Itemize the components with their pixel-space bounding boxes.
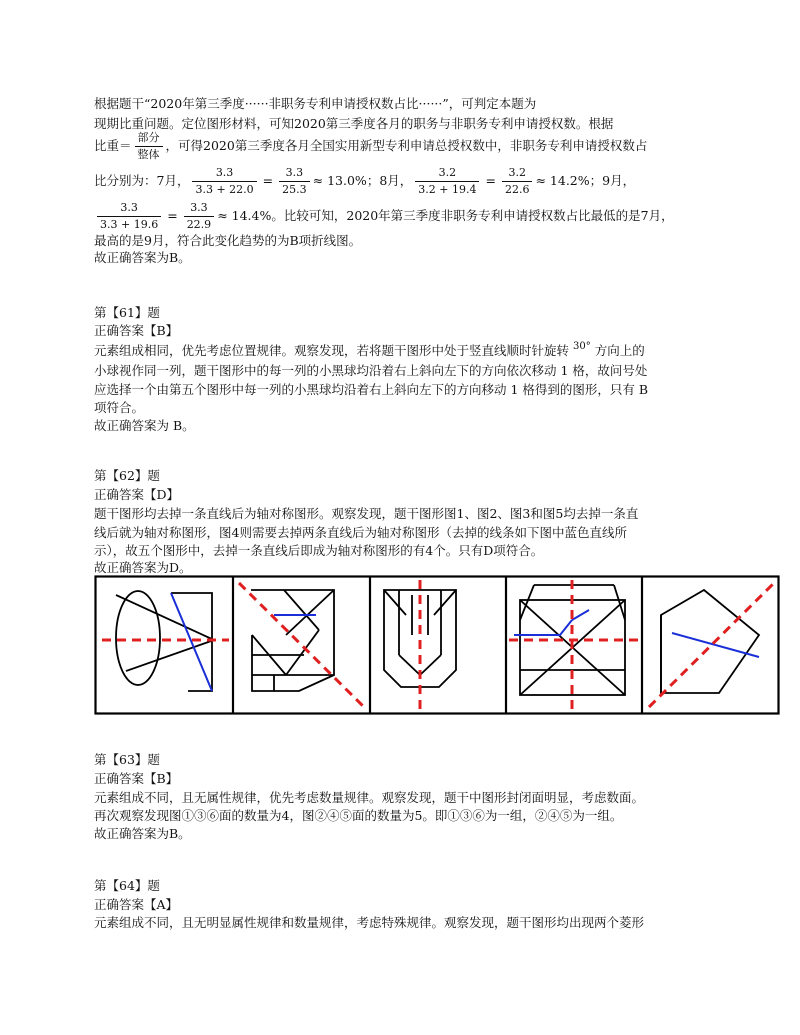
fraction <box>192 165 256 198</box>
fraction-denominator: 整体 <box>137 148 160 161</box>
q60-line-1: 根据题干“2020年第三季度······非职务专利申请授权数占比······”，可判定本题为 <box>94 96 537 111</box>
fraction-numerator: 3.2 <box>415 165 479 182</box>
figure-4 <box>509 580 639 711</box>
removed-line <box>572 610 589 620</box>
q60-line-4 <box>94 165 635 198</box>
q62-line-3: 示），故五个图形中，去掉一条直线后即成为轴对称图形的有4个。只有D项符合。 <box>94 543 544 558</box>
inner-line <box>420 655 441 675</box>
removed-line <box>672 633 759 657</box>
inner-line <box>399 655 420 675</box>
q61-line-5: 故正确答案为 B。 <box>94 418 195 433</box>
inner-line <box>434 590 456 615</box>
q60-line-5 <box>94 200 674 233</box>
approx-value: ≈ 14.2% <box>535 173 590 188</box>
fraction <box>184 200 215 233</box>
q61-line-4: 项符合。 <box>94 400 145 415</box>
fraction-denominator: 25.3 <box>282 183 307 196</box>
q64-answer: 正确答案【A】 <box>94 897 179 912</box>
symmetry-axis <box>649 583 774 707</box>
q61-line-1-tail: 方向上的 <box>594 343 645 358</box>
q63-line-3: 故正确答案为B。 <box>94 826 191 841</box>
q61-line-1-text: 元素组成相同，优先考虑位置规律。观察发现，若将题干图形中处于竖直线顺时针旋转 <box>94 343 570 358</box>
figure-5 <box>649 583 774 707</box>
fraction-numerator: 3.3 <box>279 165 310 182</box>
q62-title: 第【62】题 <box>94 468 160 483</box>
angle-value: 30° <box>573 341 591 352</box>
q63-answer: 正确答案【B】 <box>94 771 179 786</box>
fraction-numerator: 3.3 <box>192 165 256 182</box>
fraction-numerator: 部分 <box>135 130 163 147</box>
fraction <box>279 165 310 198</box>
q60-month-label: ；8月， <box>366 173 413 188</box>
fraction-numerator: 3.3 <box>97 200 161 217</box>
equals-sign: = <box>262 173 274 188</box>
fraction-denominator: 3.3 + 19.6 <box>100 218 159 231</box>
fraction-numerator: 3.3 <box>184 200 215 217</box>
approx-value: ≈ 14.4% <box>217 208 272 223</box>
fraction <box>415 165 479 198</box>
q63-line-1: 元素组成不同，且无属性规律，优先考虑数量规律。观察发现，题干中图形封闭面明显，考虑数面。 <box>94 790 645 805</box>
q61-line-2: 小球视作同一列，题干图形中的每一列的小黑球均沿着右上斜向左下的方向依次移动 1 格，故问号处 <box>94 363 648 378</box>
q62-line-4: 故正确答案为D。 <box>94 560 192 575</box>
fraction <box>97 200 161 233</box>
q61-line-1 <box>94 343 645 361</box>
q61-line-3: 应选择一个由第五个图形中每一列的小黑球均沿着右上斜向左下的方向移动 1 格得到的图形，只有 B <box>94 382 649 397</box>
q60-line-5-text: 。比较可知，2020年第三季度非职务专利申请授权数占比最低的是7月， <box>271 208 674 223</box>
q64-line-1: 元素组成不同，且无明显属性规律和数量规律，考虑特殊规律。观察发现，题干图形均出现两个菱形 <box>94 915 645 930</box>
q60-month-label: 比分别为：7月， <box>94 173 190 188</box>
q62-line-2: 线后就为轴对称图形，图4则需要去掉两条直线后为轴对称图形（去掉的线条如下图中蓝色直线所 <box>94 525 627 540</box>
fraction-denominator: 22.9 <box>186 218 212 231</box>
q64-title: 第【64】题 <box>94 878 160 893</box>
q63-line-2: 再次观察发现图①③⑥面的数量为4，图②④⑤面的数量为5。即①③⑥为一组，②④⑤为一组。 <box>94 808 623 823</box>
figure-1 <box>102 591 229 691</box>
equals-sign: = <box>167 208 178 223</box>
fraction-denominator: 22.6 <box>504 183 530 196</box>
q60-line-2: 现期比重问题。定位图形材料，可知2020第三季度各月的职务与非职务专利申请授权数。根据 <box>94 116 614 131</box>
outline-shape <box>661 590 759 693</box>
q62-line-1: 题干图形均去掉一条直线后为轴对称图形。观察发现，题干图形图1、图2、图3和图5均去掉一条直 <box>94 506 639 521</box>
fraction-denominator: 3.2 + 19.4 <box>418 183 477 196</box>
approx-value: ≈ 13.0% <box>312 173 367 188</box>
q61-title: 第【61】题 <box>94 305 160 320</box>
q60-ratio-label: 比重＝ <box>94 138 132 153</box>
ray-line <box>116 595 214 640</box>
inner-line <box>286 590 334 635</box>
q62-figure-strip <box>94 575 780 715</box>
q63-title: 第【63】题 <box>94 752 160 767</box>
q60-month-label: ；9月， <box>589 173 636 188</box>
fraction <box>502 165 533 198</box>
fraction-denominator: 3.3 + 22.0 <box>195 183 254 196</box>
figure-3 <box>384 580 456 711</box>
q60-line-3 <box>94 130 647 163</box>
q60-ratio-fraction <box>135 130 163 163</box>
inner-line <box>384 590 406 615</box>
fraction-numerator: 3.2 <box>502 165 533 182</box>
q62-answer: 正确答案【D】 <box>94 487 180 502</box>
equals-sign: = <box>485 173 496 188</box>
q61-answer: 正确答案【B】 <box>94 323 179 338</box>
q60-line-6: 最高的是9月，符合此变化趋势的为B项折线图。 <box>94 233 362 248</box>
figure-2 <box>239 583 366 709</box>
inner-line <box>286 630 319 675</box>
q60-line-7: 故正确答案为B。 <box>94 250 191 265</box>
q60-line-3-text: ，可得2020第三季度各月全国实用新型专利申请总授权数中，非职务专利申请授权数占 <box>165 138 648 153</box>
removed-line <box>514 620 572 635</box>
